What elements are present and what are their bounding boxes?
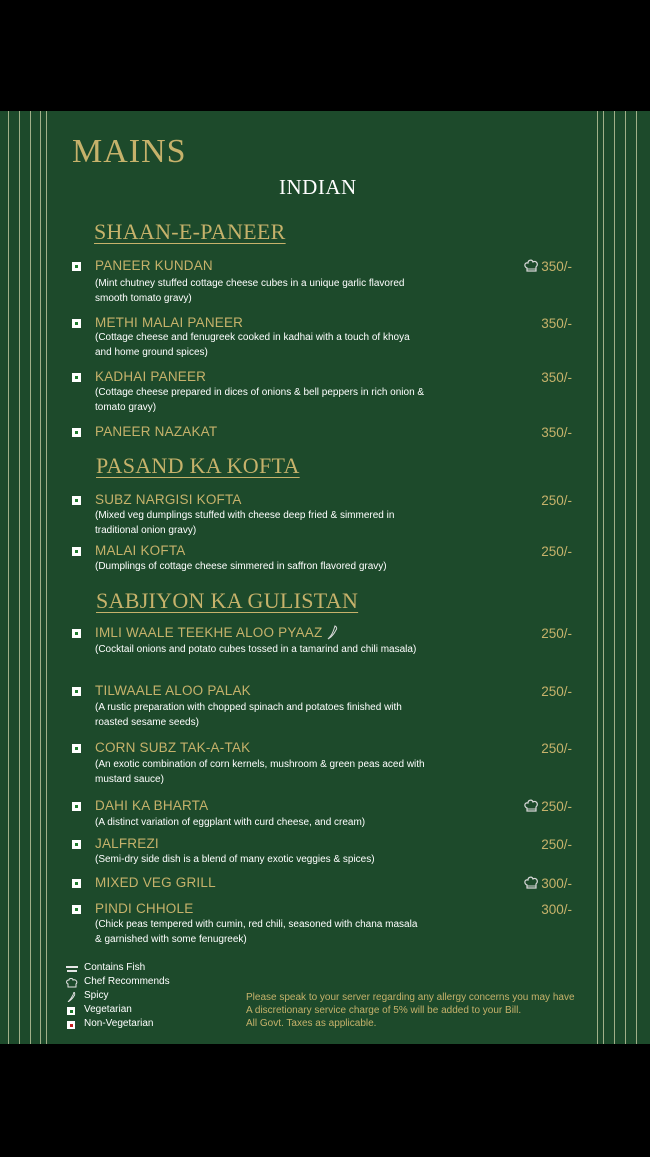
border-line <box>19 111 20 1044</box>
border-line <box>625 111 626 1044</box>
item-name: CORN SUBZ TAK-A-TAK <box>95 740 251 755</box>
item-price <box>541 370 572 385</box>
cuisine-subtitle: INDIAN <box>279 175 357 199</box>
price-value: 350/- <box>541 370 572 385</box>
chef-hat-icon <box>524 259 539 273</box>
veg-icon <box>72 262 81 271</box>
border-line <box>8 111 9 1044</box>
price-value: 350/- <box>541 316 572 331</box>
price-value: 250/- <box>541 544 572 559</box>
non-veg-icon <box>67 1021 75 1029</box>
item-price <box>541 425 572 440</box>
veg-icon <box>72 879 81 888</box>
chili-icon <box>327 625 339 640</box>
legend-label: Chef Recommends <box>84 976 170 987</box>
border-line <box>40 111 41 1044</box>
price-value: 250/- <box>541 837 572 852</box>
fish-icon <box>66 964 78 974</box>
menu-page <box>0 111 650 1044</box>
allergy-note: Please speak to your server regarding any allergy concerns you may have <box>246 992 575 1003</box>
tax-note: All Govt. Taxes as applicable. <box>246 1018 377 1029</box>
item-description: (Mixed veg dumplings stuffed with cheese deep fried & simmered in traditional onion gravy) <box>95 510 395 536</box>
border-line <box>597 111 598 1044</box>
price-value: 300/- <box>541 876 572 891</box>
price-value: 300/- <box>541 902 572 917</box>
border-line <box>46 111 47 1044</box>
price-value: 250/- <box>541 626 572 641</box>
item-price <box>541 493 572 508</box>
item-name: MIXED VEG GRILL <box>95 875 216 890</box>
chili-icon <box>66 992 78 1002</box>
legend-label: Spicy <box>84 990 109 1001</box>
item-name: PANEER NAZAKAT <box>95 424 218 439</box>
veg-icon <box>72 428 81 437</box>
veg-icon <box>72 373 81 382</box>
item-description: (Semi-dry side dish is a blend of many exotic veggies & spices) <box>95 854 375 865</box>
item-price <box>541 741 572 756</box>
legend-label: Contains Fish <box>84 962 146 973</box>
item-price <box>541 902 572 917</box>
item-price <box>541 837 572 852</box>
veg-icon <box>72 496 81 505</box>
legend-label: Non-Vegetarian <box>84 1018 154 1029</box>
section-title: PASAND KA KOFTA <box>96 453 300 478</box>
veg-icon <box>72 319 81 328</box>
item-price <box>524 259 572 274</box>
section-title: SHAAN-E-PANEER <box>94 219 286 244</box>
veg-icon <box>72 840 81 849</box>
price-value: 250/- <box>541 684 572 699</box>
veg-icon <box>72 687 81 696</box>
item-name: PANEER KUNDAN <box>95 258 213 273</box>
item-price <box>541 316 572 331</box>
veg-icon <box>72 547 81 556</box>
price-value: 250/- <box>541 493 572 508</box>
section-title: SABJIYON KA GULISTAN <box>96 588 359 613</box>
item-price <box>541 544 572 559</box>
veg-icon <box>72 744 81 753</box>
chef-hat-icon <box>524 799 539 813</box>
item-name: PINDI CHHOLE <box>95 901 194 916</box>
item-description: (Cocktail onions and potato cubes tossed in a tamarind and chili masala) <box>95 644 417 655</box>
veg-icon <box>72 802 81 811</box>
item-description: (Chick peas tempered with cumin, red chili, seasoned with chana masala & garnished with some fenugreek) <box>95 919 418 945</box>
item-name: DAHI KA BHARTA <box>95 798 209 813</box>
price-value: 250/- <box>541 799 572 814</box>
page-title: MAINS <box>72 133 187 170</box>
item-description: (An exotic combination of corn kernels, mushroom & green peas aced with mustard sauce) <box>95 759 425 785</box>
veg-icon <box>72 905 81 914</box>
legend-label: Vegetarian <box>84 1004 132 1015</box>
item-price <box>541 626 572 641</box>
item-description: (Cottage cheese prepared in dices of onions & bell peppers in rich onion & tomato gravy) <box>95 387 425 413</box>
price-value: 350/- <box>541 259 572 274</box>
chef-hat-icon <box>524 876 539 890</box>
item-name: TILWAALE ALOO PALAK <box>95 683 251 698</box>
veg-icon <box>72 629 81 638</box>
item-description: (Cottage cheese and fenugreek cooked in kadhai with a touch of khoya and home ground spices) <box>95 332 410 358</box>
item-price <box>541 684 572 699</box>
chef-hat-icon <box>66 978 78 988</box>
border-line <box>30 111 31 1044</box>
border-line <box>603 111 604 1044</box>
item-name: JALFREZI <box>95 836 159 851</box>
item-name-text: IMLI WAALE TEEKHE ALOO PYAAZ <box>95 625 323 640</box>
price-value: 250/- <box>541 741 572 756</box>
item-price <box>524 799 572 814</box>
border-line <box>636 111 637 1044</box>
item-price <box>524 876 572 891</box>
item-description: (Dumplings of cottage cheese simmered in saffron flavored gravy) <box>95 561 387 572</box>
item-description: (Mint chutney stuffed cottage cheese cubes in a unique garlic flavored smooth tomato gravy) <box>95 278 405 304</box>
item-name: SUBZ NARGISI KOFTA <box>95 492 242 507</box>
border-line <box>614 111 615 1044</box>
item-description: (A distinct variation of eggplant with curd cheese, and cream) <box>95 817 366 828</box>
item-description: (A rustic preparation with chopped spinach and potatoes finished with roasted sesame seeds) <box>95 702 402 728</box>
item-name <box>95 625 339 640</box>
item-name: MALAI KOFTA <box>95 543 186 558</box>
item-name: KADHAI PANEER <box>95 369 207 384</box>
service-charge-note: A discretionary service charge of 5% will be added to your Bill. <box>246 1005 522 1016</box>
price-value: 350/- <box>541 425 572 440</box>
veg-icon <box>67 1007 75 1015</box>
item-name: METHI MALAI PANEER <box>95 315 244 330</box>
